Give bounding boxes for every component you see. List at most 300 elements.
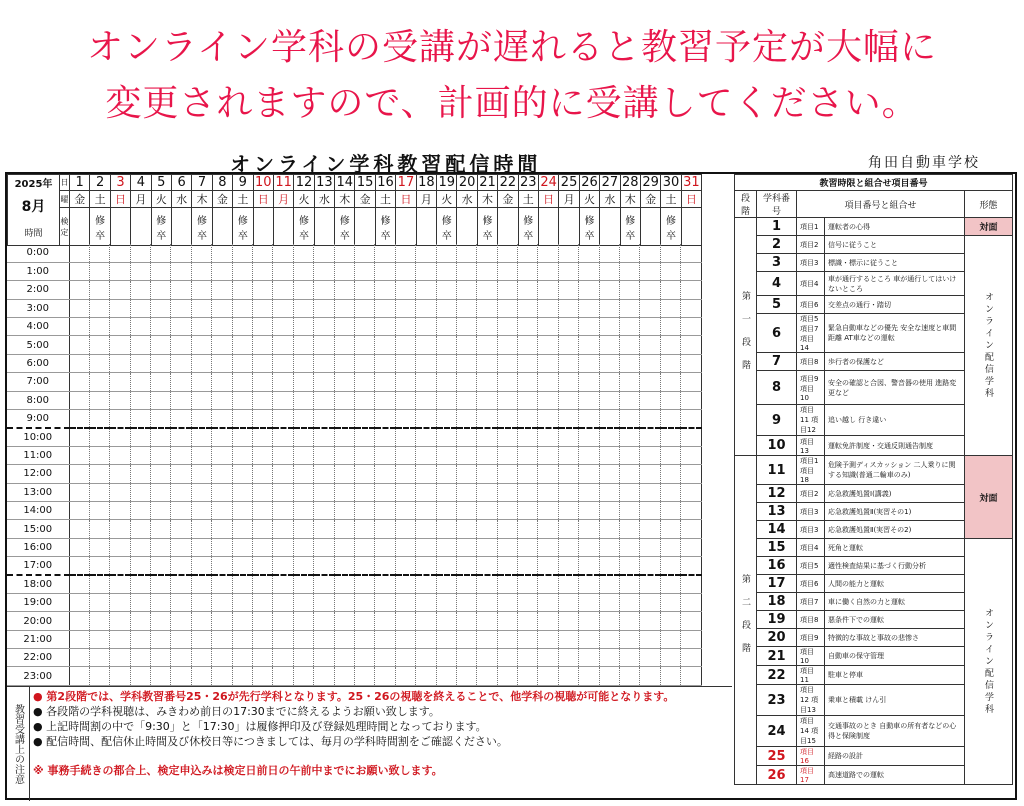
curriculum-row: [735, 218, 1013, 236]
item-number: 項目8: [797, 353, 825, 371]
weekday: 月: [416, 191, 436, 208]
slot-cell: [151, 336, 171, 354]
slot-cell: [171, 446, 191, 464]
slot-cell: [497, 520, 517, 538]
slot-cell: [232, 299, 252, 317]
stage-2-label: 第二段階: [735, 456, 757, 785]
slot-cell: [477, 630, 497, 648]
lesson-number: 9: [757, 405, 797, 436]
slot-cell: [273, 446, 293, 464]
slot-cell: [69, 483, 89, 501]
slot-cell: [253, 593, 273, 611]
slot-cell: [620, 299, 640, 317]
slot-cell: [232, 244, 252, 262]
slot-cell: [89, 483, 109, 501]
slot-cell: [620, 354, 640, 372]
day-number: 10: [254, 175, 272, 190]
slot-cell: [232, 557, 252, 575]
slot-cell: [354, 318, 374, 336]
slot-cell: [538, 612, 558, 630]
slot-cell: [232, 336, 252, 354]
item-number: 項目9 項目10: [797, 371, 825, 405]
slot-cell: [89, 593, 109, 611]
slot-cell: [232, 538, 252, 556]
slot-cell: [681, 391, 701, 409]
time-label-cell: 17:00: [7, 557, 69, 575]
slot-cell: [191, 446, 211, 464]
slot-cell: [354, 557, 374, 575]
slot-cell: [253, 483, 273, 501]
slot-cell: [620, 612, 640, 630]
slot-cell: [191, 318, 211, 336]
slot-cell: [191, 281, 211, 299]
slot-cell: [314, 612, 334, 630]
slot-cell: [110, 281, 130, 299]
exam-mark: [457, 208, 477, 246]
slot-cell: [191, 575, 211, 593]
slot-cell: [395, 446, 415, 464]
slot-cell: [436, 373, 456, 391]
slot-cell: [171, 483, 191, 501]
slot-cell: [395, 281, 415, 299]
slot-cell: [640, 244, 660, 262]
item-number: 項目17: [797, 766, 825, 785]
slot-cell: [130, 575, 150, 593]
slot-cell: [640, 354, 660, 372]
slot-cell: [477, 557, 497, 575]
slot-cell: [660, 557, 680, 575]
day-number: 30: [662, 175, 680, 190]
notes-side-label: 教習受講上の注意: [7, 687, 30, 801]
slot-cell: [660, 281, 680, 299]
lesson-number: 21: [757, 647, 797, 666]
item-number: 項目6: [797, 296, 825, 314]
time-row: [7, 520, 701, 538]
slot-cell: [314, 557, 334, 575]
slot-cell: [69, 538, 89, 556]
slot-cell: [416, 373, 436, 391]
slot-cell: [89, 244, 109, 262]
weekday: 土: [375, 191, 395, 208]
slot-cell: [579, 318, 599, 336]
slot-cell: [191, 649, 211, 667]
slot-cell: [69, 373, 89, 391]
item-number: 項目1: [797, 218, 825, 236]
exam-mark-bottom: 卒: [380, 230, 391, 242]
slot-cell: [191, 354, 211, 372]
slot-cell: [579, 354, 599, 372]
slot-cell: [334, 262, 354, 280]
slot-cell: [518, 501, 538, 519]
time-label-cell: 9:00: [7, 410, 69, 428]
slot-cell: [110, 630, 130, 648]
slot-cell: [151, 373, 171, 391]
slot-cell: [579, 446, 599, 464]
slot-cell: [538, 483, 558, 501]
slot-cell: [558, 649, 578, 667]
slot-cell: [416, 538, 436, 556]
slot-cell: [253, 649, 273, 667]
slot-cell: [110, 354, 130, 372]
slot-cell: [151, 354, 171, 372]
exam-mark-top: 修: [584, 215, 595, 227]
slot-cell: [89, 428, 109, 446]
month-label: 8月: [21, 199, 46, 215]
slot-cell: [436, 281, 456, 299]
slot-cell: [69, 262, 89, 280]
day-number: 15: [356, 175, 374, 190]
weekday: 日: [538, 191, 558, 208]
slot-cell: [273, 281, 293, 299]
item-text: 自動車の保守管理: [825, 647, 965, 666]
slot-cell: [375, 244, 395, 262]
slot-cell: [660, 630, 680, 648]
time-label-cell: 12:00: [7, 465, 69, 483]
slot-cell: [436, 575, 456, 593]
slot-cell: [354, 575, 374, 593]
slot-cell: [375, 262, 395, 280]
slot-cell: [477, 483, 497, 501]
slot-cell: [518, 593, 538, 611]
item-text: 適性検査結果に基づく行動分析: [825, 557, 965, 575]
exam-mark-bottom: 卒: [339, 230, 350, 242]
slot-cell: [538, 465, 558, 483]
slot-cell: [660, 354, 680, 372]
slot-cell: [354, 667, 374, 685]
slot-cell: [477, 593, 497, 611]
slot-cell: [579, 281, 599, 299]
time-row: [7, 538, 701, 556]
slot-cell: [334, 410, 354, 428]
slot-cell: [212, 336, 232, 354]
slot-cell: [518, 630, 538, 648]
slot-cell: [293, 244, 313, 262]
slot-cell: [354, 593, 374, 611]
slot-cell: [69, 410, 89, 428]
slot-cell: [599, 428, 619, 446]
item-text: 運転者の心得: [825, 218, 965, 236]
slot-cell: [558, 281, 578, 299]
slot-cell: [110, 446, 130, 464]
slot-cell: [354, 483, 374, 501]
time-row: [7, 336, 701, 354]
slot-cell: [599, 410, 619, 428]
slot-cell: [273, 299, 293, 317]
slot-cell: [620, 538, 640, 556]
slot-cell: [151, 483, 171, 501]
slot-cell: [293, 336, 313, 354]
slot-cell: [640, 593, 660, 611]
item-text: 危険予測ディスカッション 二人乗りに関する知識(普通二輪車のみ): [825, 456, 965, 485]
slot-cell: [110, 299, 130, 317]
slot-cell: [314, 336, 334, 354]
exam-mark-top: 修: [197, 215, 208, 227]
slot-cell: [395, 373, 415, 391]
slot-cell: [253, 520, 273, 538]
slot-cell: [171, 520, 191, 538]
slot-cell: [110, 667, 130, 685]
slot-cell: [518, 557, 538, 575]
slot-cell: [293, 318, 313, 336]
day-number: 19: [438, 175, 455, 190]
exam-mark: [538, 208, 558, 246]
form-face-2: 対面: [965, 456, 1013, 539]
slot-cell: [579, 557, 599, 575]
slot-cell: [375, 465, 395, 483]
slot-cell: [171, 373, 191, 391]
slot-cell: [477, 428, 497, 446]
time-label-cell: 16:00: [7, 538, 69, 556]
slot-cell: [558, 373, 578, 391]
lesson-number: 20: [757, 629, 797, 647]
lesson-number: 22: [757, 666, 797, 685]
slot-cell: [395, 630, 415, 648]
slot-cell: [558, 410, 578, 428]
slot-cell: [273, 373, 293, 391]
slot-cell: [395, 428, 415, 446]
time-row: [7, 557, 701, 575]
slot-cell: [558, 557, 578, 575]
exam-mark-bottom: 卒: [441, 230, 452, 242]
item-text: 死角と運転: [825, 539, 965, 557]
slot-cell: [171, 649, 191, 667]
slot-cell: [518, 354, 538, 372]
slot-cell: [89, 318, 109, 336]
time-label-cell: 2:00: [7, 281, 69, 299]
exam-mark-bottom: 卒: [95, 230, 106, 242]
item-text: 運転免許制度・交通反則通告制度: [825, 436, 965, 456]
slot-cell: [579, 575, 599, 593]
item-text: 人間の能力と運転: [825, 575, 965, 593]
slot-cell: [212, 391, 232, 409]
curriculum-col-col_num: 学科番号: [757, 191, 797, 218]
exam-mark-bottom: 卒: [197, 230, 208, 242]
weekday: 水: [171, 191, 191, 208]
slot-cell: [89, 336, 109, 354]
slot-cell: [89, 410, 109, 428]
slot-cell: [212, 446, 232, 464]
slot-cell: [497, 593, 517, 611]
slot-cell: [191, 262, 211, 280]
slot-cell: [253, 373, 273, 391]
slot-cell: [640, 428, 660, 446]
slot-cell: [436, 465, 456, 483]
slot-cell: [558, 501, 578, 519]
lesson-number: 16: [757, 557, 797, 575]
slot-cell: [640, 667, 660, 685]
slot-cell: [232, 630, 252, 648]
slot-cell: [599, 373, 619, 391]
slot-cell: [293, 299, 313, 317]
slot-cell: [273, 593, 293, 611]
slot-cell: [518, 465, 538, 483]
slot-cell: [395, 354, 415, 372]
slot-cell: [660, 244, 680, 262]
slot-cell: [416, 483, 436, 501]
slot-cell: [395, 244, 415, 262]
weekday: 水: [600, 191, 620, 208]
slot-cell: [497, 428, 517, 446]
slot-cell: [660, 373, 680, 391]
time-row: [7, 612, 701, 630]
slot-cell: [640, 336, 660, 354]
slot-cell: [497, 612, 517, 630]
slot-cell: [558, 520, 578, 538]
slot-cell: [151, 538, 171, 556]
time-label-cell: 19:00: [7, 593, 69, 611]
slot-cell: [436, 593, 456, 611]
slot-cell: [212, 410, 232, 428]
slot-cell: [538, 538, 558, 556]
slot-cell: [395, 501, 415, 519]
slot-cell: [620, 483, 640, 501]
exam-mark: [192, 208, 212, 246]
slot-cell: [436, 428, 456, 446]
weekday: 土: [233, 191, 253, 208]
slot-cell: [191, 410, 211, 428]
slot-cell: [436, 262, 456, 280]
item-number: 項目5 項目7 項目14: [797, 314, 825, 353]
slot-cell: [436, 483, 456, 501]
slot-cell: [151, 391, 171, 409]
slot-cell: [477, 318, 497, 336]
slot-cell: [110, 465, 130, 483]
slot-cell: [640, 373, 660, 391]
item-text: 歩行者の保護など: [825, 353, 965, 371]
slot-cell: [681, 520, 701, 538]
slot-cell: [456, 428, 476, 446]
slot-cell: [354, 262, 374, 280]
curriculum-row: [735, 456, 1013, 485]
slot-cell: [273, 336, 293, 354]
slot-cell: [130, 612, 150, 630]
day-number: 17: [397, 175, 415, 190]
day-number: 13: [316, 175, 333, 190]
slot-cell: [579, 336, 599, 354]
day-number: 6: [171, 175, 191, 191]
slot-cell: [395, 593, 415, 611]
slot-cell: [89, 557, 109, 575]
slot-cell: [212, 483, 232, 501]
item-text: 車が通行するところ 車が通行してはいけないところ: [825, 272, 965, 296]
banner-line-2: 変更されますので、計画的に受講してください。: [105, 83, 919, 124]
slot-cell: [681, 649, 701, 667]
weekday: 水: [314, 191, 334, 208]
slot-cell: [89, 630, 109, 648]
slot-cell: [69, 428, 89, 446]
slot-cell: [273, 612, 293, 630]
slot-cell: [314, 244, 334, 262]
slot-cell: [293, 465, 313, 483]
slot-cell: [558, 538, 578, 556]
lesson-number: 11: [757, 456, 797, 485]
slot-cell: [660, 667, 680, 685]
slot-cell: [660, 428, 680, 446]
day-number: 29: [642, 175, 659, 190]
slot-cell: [579, 262, 599, 280]
slot-cell: [191, 612, 211, 630]
slot-cell: [599, 593, 619, 611]
slot-cell: [110, 557, 130, 575]
school-name: 角田自動車学校: [868, 155, 980, 171]
slot-cell: [69, 593, 89, 611]
exam-mark: [253, 208, 273, 246]
slot-cell: [273, 575, 293, 593]
slot-cell: [375, 630, 395, 648]
slot-cell: [497, 391, 517, 409]
slot-cell: [395, 667, 415, 685]
slot-cell: [334, 667, 354, 685]
slot-cell: [599, 391, 619, 409]
slot-cell: [130, 428, 150, 446]
slot-cell: [232, 281, 252, 299]
exam-mark: [416, 208, 436, 246]
time-row: [7, 649, 701, 667]
day-number: 12: [295, 175, 313, 190]
slot-cell: [599, 262, 619, 280]
slot-cell: [579, 538, 599, 556]
slot-cell: [354, 520, 374, 538]
slot-cell: [436, 354, 456, 372]
slot-cell: [538, 593, 558, 611]
slot-cell: [538, 391, 558, 409]
slot-cell: [151, 244, 171, 262]
slot-cell: [456, 667, 476, 685]
day-number: 14: [336, 175, 354, 190]
slot-cell: [518, 373, 538, 391]
slot-cell: [69, 318, 89, 336]
slot-cell: [293, 354, 313, 372]
slot-cell: [130, 538, 150, 556]
slot-cell: [558, 446, 578, 464]
slot-cell: [620, 318, 640, 336]
day-number: 21: [479, 175, 496, 190]
slot-cell: [558, 630, 578, 648]
notes-section: [7, 686, 732, 801]
time-row: [7, 575, 701, 593]
slot-cell: [579, 299, 599, 317]
slot-cell: [416, 354, 436, 372]
slot-cell: [354, 465, 374, 483]
weekday: 火: [437, 191, 457, 208]
slot-cell: [620, 501, 640, 519]
slot-cell: [232, 575, 252, 593]
slot-cell: [538, 373, 558, 391]
slot-cell: [334, 373, 354, 391]
slot-cell: [395, 262, 415, 280]
slot-cell: [110, 612, 130, 630]
slot-cell: [212, 501, 232, 519]
slot-cell: [436, 538, 456, 556]
item-number: 項目3: [797, 503, 825, 521]
time-row: [7, 262, 701, 280]
slot-cell: [660, 391, 680, 409]
slot-cell: [191, 428, 211, 446]
slot-cell: [660, 336, 680, 354]
day-number: 18: [418, 175, 435, 190]
slot-cell: [518, 244, 538, 262]
weekday: 日: [253, 191, 273, 208]
slot-cell: [579, 465, 599, 483]
slot-cell: [314, 299, 334, 317]
slot-cell: [579, 593, 599, 611]
slot-cell: [558, 262, 578, 280]
slot-cell: [416, 446, 436, 464]
slot-cell: [436, 501, 456, 519]
slot-cell: [89, 612, 109, 630]
time-row: [7, 630, 701, 648]
slot-cell: [212, 557, 232, 575]
